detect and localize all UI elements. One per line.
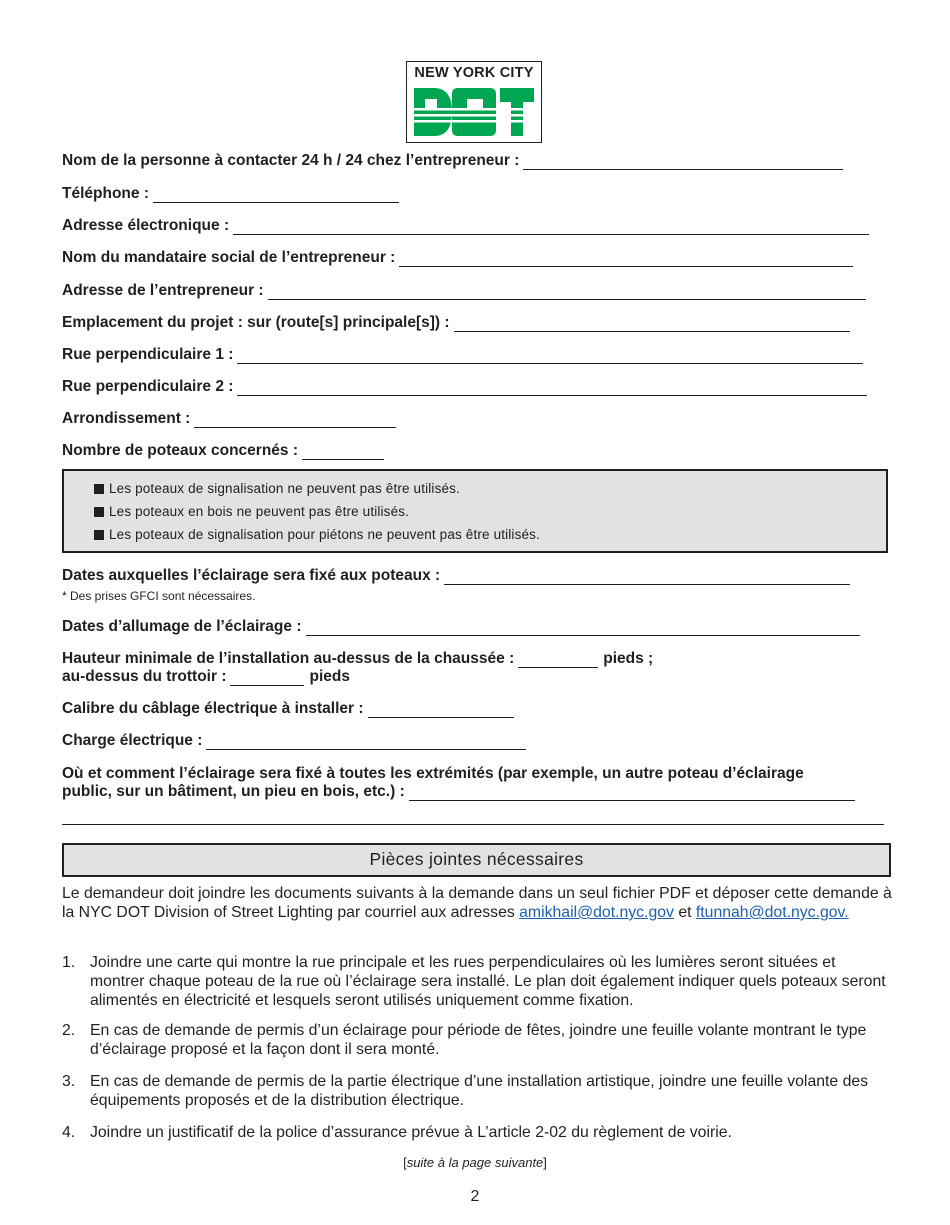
attachment-item xyxy=(62,1123,892,1142)
nyc-dot-logo xyxy=(406,61,542,143)
item-text: En cas de demande de permis d’un éclairage pour période de fêtes, joindre une feuille volante montrant le type d’éclairage proposé et la façon dont il sera monté. xyxy=(90,1022,867,1058)
attachment-item xyxy=(62,1021,892,1059)
intro-and: et xyxy=(678,904,692,921)
field-label: Nom de la personne à contacter 24 h / 24 chez l’entrepreneur : xyxy=(62,152,520,169)
field-label: Nom du mandataire social de l’entrepreneur : xyxy=(62,249,396,266)
dot-letters-graphic xyxy=(412,86,536,138)
field-location xyxy=(62,314,850,332)
continued-text: suite à la page suivante xyxy=(406,1155,544,1170)
field-agent xyxy=(62,249,853,267)
field-address xyxy=(62,282,866,300)
item-text: Joindre une carte qui montre la rue principale et les rues perpendiculaires où les lumières seront situées et montrer chaque poteau de la rue où l’éclairage sera installé. Le plan doit également indiquer quels poteaux seront alimentés en électricité et lesquels seront utilisés uniquement comme fixation. xyxy=(90,954,886,1009)
field-height-road xyxy=(62,650,653,668)
field-label: Adresse de l’entrepreneur : xyxy=(62,282,264,299)
logo-top-text: NEW YORK CITY xyxy=(414,65,534,81)
field-label: Nombre de poteaux concernés : xyxy=(62,442,299,459)
notice-text: Les poteaux de signalisation ne peuvent pas être utilisés. xyxy=(109,481,460,496)
ends-input-line[interactable] xyxy=(409,785,855,801)
continued-note xyxy=(0,1155,950,1170)
page-number: 2 xyxy=(470,1188,480,1205)
square-bullet-icon xyxy=(94,530,104,540)
contact-24h-input-line[interactable] xyxy=(523,154,843,170)
cross-street-1-input-line[interactable] xyxy=(237,348,863,364)
field-label: public, sur un bâtiment, un pieu en bois, etc.) : xyxy=(62,783,405,800)
field-label: Dates auxquelles l’éclairage sera fixé aux poteaux : xyxy=(62,567,441,584)
field-load xyxy=(62,732,526,750)
borough-input-line[interactable] xyxy=(194,412,396,428)
field-label: Rue perpendiculaire 1 : xyxy=(62,346,234,363)
field-label: Où et comment l’éclairage sera fixé à toutes les extrémités (par exemple, un autre poteau d’éclairage xyxy=(62,765,804,782)
field-label: Arrondissement : xyxy=(62,410,191,427)
attachments-intro xyxy=(62,884,892,922)
field-label: Hauteur minimale de l’installation au-dessus de la chaussée : xyxy=(62,650,515,667)
field-label: Calibre du câblage électrique à installer : xyxy=(62,700,364,717)
bracket-open: [ xyxy=(403,1155,407,1170)
field-label: Adresse électronique : xyxy=(62,217,230,234)
notice-text: Les poteaux de signalisation pour piétons ne peuvent pas être utilisés. xyxy=(109,527,540,542)
field-dates-attach xyxy=(62,567,850,585)
field-gauge xyxy=(62,700,514,718)
field-label: Téléphone : xyxy=(62,185,149,202)
item-number: 4. xyxy=(62,1124,76,1141)
field-label: Dates d’allumage de l’éclairage : xyxy=(62,618,302,635)
square-bullet-icon xyxy=(94,507,104,517)
email-input-line[interactable] xyxy=(233,219,869,235)
dates-attach-input-line[interactable] xyxy=(444,569,850,585)
field-phone xyxy=(62,185,399,203)
cross-street-2-input-line[interactable] xyxy=(237,380,867,396)
pole-restrictions-notice xyxy=(62,469,888,553)
notice-item xyxy=(94,504,409,519)
field-label: au-dessus du trottoir : xyxy=(62,668,227,685)
email-link-ftunnah[interactable]: ftunnah@dot.nyc.gov. xyxy=(695,904,849,921)
attachment-item xyxy=(62,953,892,1010)
field-contact-24h xyxy=(62,152,843,170)
field-cross-street-1 xyxy=(62,346,863,364)
height-road-input-line[interactable] xyxy=(518,652,598,668)
height-sidewalk-input-line[interactable] xyxy=(230,670,304,686)
attachment-item xyxy=(62,1072,892,1110)
field-ends-line1 xyxy=(62,765,804,783)
attachments-heading: Pièces jointes nécessaires xyxy=(62,843,891,877)
gauge-input-line[interactable] xyxy=(368,702,514,718)
notice-text: Les poteaux en bois ne peuvent pas être utilisés. xyxy=(109,504,410,519)
poles-input-line[interactable] xyxy=(302,444,384,460)
notice-item xyxy=(94,481,460,496)
item-number: 2. xyxy=(62,1022,76,1039)
field-label: Charge électrique : xyxy=(62,732,203,749)
unit-label: pieds xyxy=(309,668,350,685)
location-input-line[interactable] xyxy=(454,316,850,332)
gfci-note: * Des prises GFCI sont nécessaires. xyxy=(62,589,256,603)
phone-input-line[interactable] xyxy=(153,187,399,203)
item-number: 3. xyxy=(62,1073,76,1090)
address-input-line[interactable] xyxy=(268,284,866,300)
agent-input-line[interactable] xyxy=(399,251,853,267)
email-link-amikhail[interactable]: amikhail@dot.nyc.gov xyxy=(519,904,674,921)
dates-light-input-line[interactable] xyxy=(306,620,860,636)
item-text: En cas de demande de permis de la partie électrique d’une installation artistique, joindre une feuille volante des équipements proposés et de la distribution électrique. xyxy=(90,1073,869,1109)
square-bullet-icon xyxy=(94,484,104,494)
notice-item xyxy=(94,527,540,542)
intro-text: Le demandeur doit joindre les documents suivants à la demande dans un seul fichier PDF et déposer cette demande à la NYC DOT Division of Street Lighting par courriel aux adresses xyxy=(62,885,892,921)
bracket-close: ] xyxy=(543,1155,547,1170)
field-dates-light xyxy=(62,618,860,636)
field-poles xyxy=(62,442,384,460)
field-email xyxy=(62,217,869,235)
field-height-sidewalk xyxy=(62,668,350,686)
item-text: Joindre un justificatif de la police d’assurance prévue à L’article 2-02 du règlement de voirie. xyxy=(90,1124,732,1141)
field-cross-street-2 xyxy=(62,378,867,396)
load-input-line[interactable] xyxy=(206,734,526,750)
field-label: Rue perpendiculaire 2 : xyxy=(62,378,234,395)
field-label: Emplacement du projet : sur (route[s] principale[s]) : xyxy=(62,314,450,331)
ends-input-line-2[interactable] xyxy=(62,824,884,825)
item-number: 1. xyxy=(62,954,76,971)
field-ends-line2 xyxy=(62,783,855,801)
field-borough xyxy=(62,410,396,428)
unit-label: pieds ; xyxy=(603,650,654,667)
